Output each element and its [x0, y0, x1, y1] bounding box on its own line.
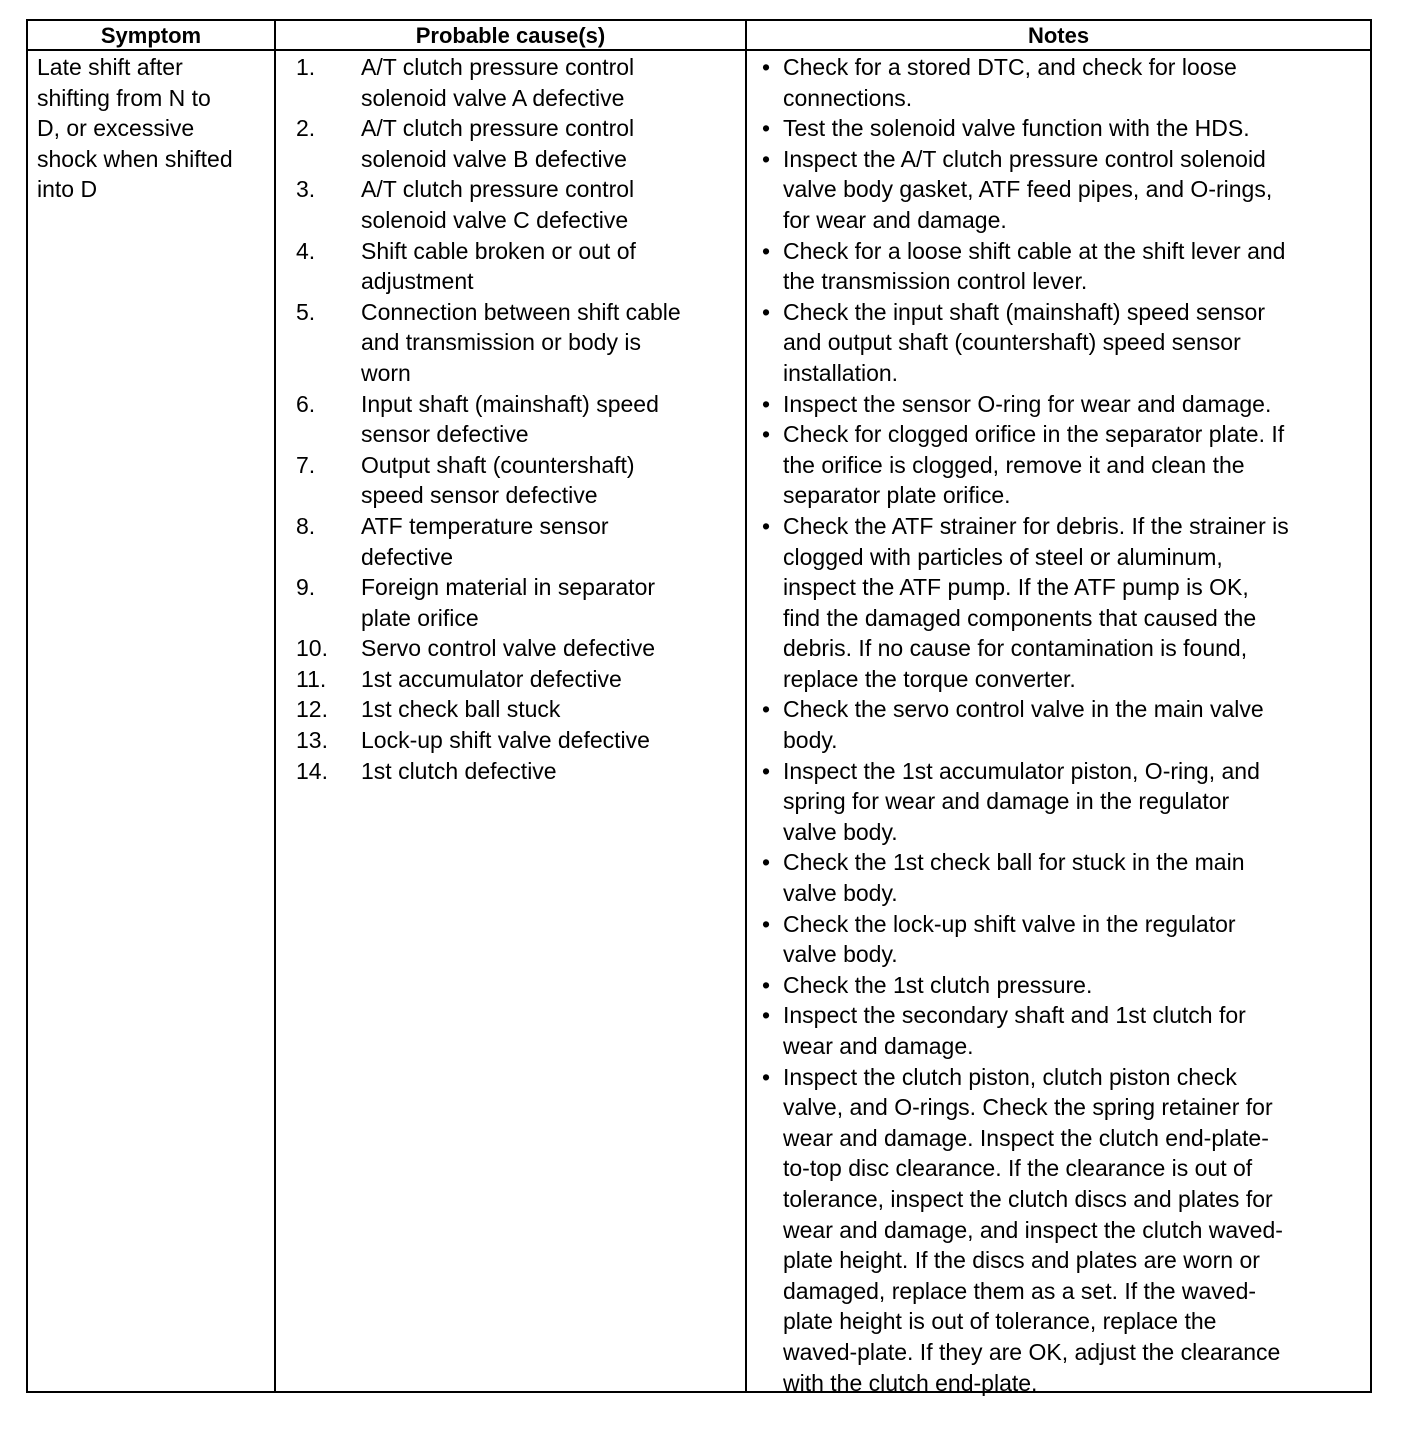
cause-text-line: Servo control valve defective	[361, 635, 656, 662]
cause-item	[296, 113, 746, 174]
note-text-line: Inspect the sensor O-ring for wear and damage.	[783, 390, 1272, 417]
note-text-line: the orifice is clogged, remove it and clean the	[783, 451, 1245, 478]
note-text-line: replace the torque converter.	[783, 665, 1076, 692]
bullet-icon: •	[762, 298, 771, 325]
note-text-line: tolerance, inspect the clutch discs and plates for	[783, 1185, 1273, 1212]
cause-text-line: solenoid valve C defective	[361, 206, 629, 233]
note-item	[756, 694, 1366, 755]
notes-list	[756, 52, 1366, 1398]
cause-number: 2.	[296, 115, 316, 142]
note-item	[756, 113, 1366, 144]
cause-text-line: Connection between shift cable	[361, 298, 681, 325]
note-text-line: with the clutch end-plate.	[783, 1369, 1038, 1396]
cause-item	[296, 694, 746, 725]
note-text-line: Check the ATF strainer for debris. If the strainer is	[783, 512, 1289, 539]
bullet-icon: •	[762, 145, 771, 172]
note-item	[756, 1000, 1366, 1061]
cause-number: 12.	[296, 696, 328, 723]
cause-item	[296, 174, 746, 235]
note-text-line: debris. If no cause for contamination is found,	[783, 635, 1248, 662]
header-divider	[28, 49, 1370, 51]
cause-text-line: speed sensor defective	[361, 482, 598, 509]
bullet-icon: •	[762, 421, 771, 448]
cause-text-line: ATF temperature sensor	[361, 512, 609, 539]
cause-number: 3.	[296, 176, 316, 203]
cause-number: 8.	[296, 512, 316, 539]
cause-text-line: 1st clutch defective	[361, 757, 557, 784]
note-text-line: Check for a loose shift cable at the shift lever and	[783, 237, 1286, 264]
note-text-line: inspect the ATF pump. If the ATF pump is OK,	[783, 574, 1249, 601]
troubleshooting-table	[26, 19, 1372, 1396]
note-item	[756, 511, 1366, 695]
note-item	[756, 1062, 1366, 1399]
cause-item	[296, 511, 746, 572]
note-text-line: and output shaft (countershaft) speed sensor	[783, 329, 1241, 356]
bullet-icon: •	[762, 849, 771, 876]
cause-text-line: defective	[361, 543, 454, 570]
bullet-icon: •	[762, 1063, 771, 1090]
bullet-icon: •	[762, 390, 771, 417]
note-text-line: for wear and damage.	[783, 206, 1007, 233]
cause-number: 1.	[296, 54, 316, 80]
cause-text-line: Input shaft (mainshaft) speed	[361, 390, 659, 417]
cause-number: 9.	[296, 574, 316, 601]
header-notes: Notes	[1027, 23, 1090, 48]
cause-item	[296, 450, 746, 511]
bullet-icon: •	[762, 1002, 771, 1029]
cause-text-line: solenoid valve B defective	[361, 145, 627, 172]
note-text-line: valve body.	[783, 941, 898, 968]
note-text-line: to-top disc clearance. If the clearance is out of	[783, 1155, 1253, 1182]
cause-text-line: sensor defective	[361, 421, 529, 448]
header-probable-causes: Probable cause(s)	[415, 23, 606, 48]
cause-text-line: worn	[361, 359, 411, 386]
note-item	[756, 297, 1366, 389]
note-text-line: Inspect the A/T clutch pressure control solenoid	[783, 145, 1266, 172]
bullet-icon: •	[762, 54, 771, 80]
note-item	[756, 847, 1366, 908]
note-text-line: clogged with particles of steel or aluminum,	[783, 543, 1223, 570]
cause-item	[296, 633, 746, 664]
note-item	[756, 909, 1366, 970]
note-text-line: wear and damage. Inspect the clutch end-plate-	[783, 1124, 1269, 1151]
note-text-line: Check the 1st clutch pressure.	[783, 971, 1093, 998]
note-text-line: body.	[783, 727, 838, 754]
note-text-line: valve body.	[783, 818, 898, 845]
bullet-icon: •	[762, 757, 771, 784]
symptom-line: into D	[37, 176, 98, 203]
cause-number: 14.	[296, 757, 328, 784]
note-text-line: valve body.	[783, 880, 898, 907]
note-item	[756, 389, 1366, 420]
header-symptom: Symptom	[100, 23, 202, 48]
cause-number: 4.	[296, 237, 316, 264]
note-text-line: connections.	[783, 84, 913, 111]
cause-text-line: plate orifice	[361, 604, 479, 631]
note-text-line: damaged, replace them as a set. If the waved-	[783, 1277, 1257, 1304]
cause-number: 5.	[296, 298, 316, 325]
cause-item	[296, 756, 746, 787]
bullet-icon: •	[762, 971, 771, 998]
cause-text-line: A/T clutch pressure control	[361, 54, 635, 80]
cause-item	[296, 725, 746, 756]
note-text-line: Inspect the 1st accumulator piston, O-ring, and	[783, 757, 1260, 784]
bullet-icon: •	[762, 115, 771, 142]
column-divider	[274, 21, 276, 1391]
cause-text-line: and transmission or body is	[361, 329, 641, 356]
cause-item	[296, 664, 746, 695]
note-text-line: Check the 1st check ball for stuck in the main	[783, 849, 1245, 876]
note-text-line: Check the input shaft (mainshaft) speed sensor	[783, 298, 1265, 325]
cause-text-line: adjustment	[361, 268, 474, 295]
symptom-line: Late shift after	[37, 54, 183, 80]
note-item	[756, 144, 1366, 236]
bullet-icon: •	[762, 910, 771, 937]
bullet-icon: •	[762, 696, 771, 723]
bullet-icon: •	[762, 237, 771, 264]
note-item	[756, 970, 1366, 1001]
note-text-line: valve, and O-rings. Check the spring retainer for	[783, 1094, 1273, 1121]
note-text-line: valve body gasket, ATF feed pipes, and O-rings,	[783, 176, 1273, 203]
note-item	[756, 52, 1366, 113]
symptom-line: D, or excessive	[37, 115, 195, 142]
note-text-line: wear and damage, and inspect the clutch waved-	[783, 1216, 1283, 1243]
note-text-line: Check the servo control valve in the main valve	[783, 696, 1264, 723]
cause-item	[296, 389, 746, 450]
note-text-line: find the damaged components that caused the	[783, 604, 1257, 631]
note-item	[756, 756, 1366, 848]
cause-item	[296, 572, 746, 633]
cause-text-line: 1st accumulator defective	[361, 665, 622, 692]
cause-text-line: Output shaft (countershaft)	[361, 451, 635, 478]
cause-text-line: Lock-up shift valve defective	[361, 727, 650, 754]
cause-text-line: Foreign material in separator	[361, 574, 656, 601]
cause-item	[296, 297, 746, 389]
cause-text-line: A/T clutch pressure control	[361, 176, 635, 203]
symptom-cell	[37, 52, 267, 205]
symptom-line: shock when shifted	[37, 145, 233, 172]
note-text-line: the transmission control lever.	[783, 268, 1088, 295]
cause-text-line: solenoid valve A defective	[361, 84, 625, 111]
cause-text-line: A/T clutch pressure control	[361, 115, 635, 142]
note-text-line: Check the lock-up shift valve in the regulator	[783, 910, 1236, 937]
note-text-line: wear and damage.	[783, 1033, 974, 1059]
note-text-line: plate height. If the discs and plates are worn or	[783, 1247, 1260, 1274]
cause-number: 10.	[296, 635, 328, 662]
note-text-line: Inspect the clutch piston, clutch piston check	[783, 1063, 1237, 1090]
note-text-line: Check for a stored DTC, and check for loose	[783, 54, 1237, 80]
note-text-line: Inspect the secondary shaft and 1st clutch for	[783, 1002, 1246, 1029]
symptom-line: shifting from N to	[37, 84, 211, 111]
cause-item	[296, 236, 746, 297]
note-item	[756, 236, 1366, 297]
note-text-line: waved-plate. If they are OK, adjust the clearance	[783, 1338, 1281, 1365]
cause-number: 7.	[296, 451, 316, 478]
note-text-line: separator plate orifice.	[783, 482, 1011, 509]
note-text-line: spring for wear and damage in the regulator	[783, 788, 1230, 815]
cause-text-line: Shift cable broken or out of	[361, 237, 636, 264]
cause-number: 6.	[296, 390, 316, 417]
note-text-line: Test the solenoid valve function with the HDS.	[783, 115, 1250, 142]
cause-number: 11.	[296, 665, 327, 692]
cause-text-line: 1st check ball stuck	[361, 696, 561, 723]
note-text-line: Check for clogged orifice in the separator plate. If	[783, 421, 1285, 448]
note-text-line: installation.	[783, 359, 899, 386]
note-item	[756, 419, 1366, 511]
cause-item	[296, 52, 746, 113]
note-text-line: plate height is out of tolerance, replace the	[783, 1308, 1217, 1335]
cause-number: 13.	[296, 727, 328, 754]
causes-list	[296, 52, 746, 786]
bullet-icon: •	[762, 512, 771, 539]
